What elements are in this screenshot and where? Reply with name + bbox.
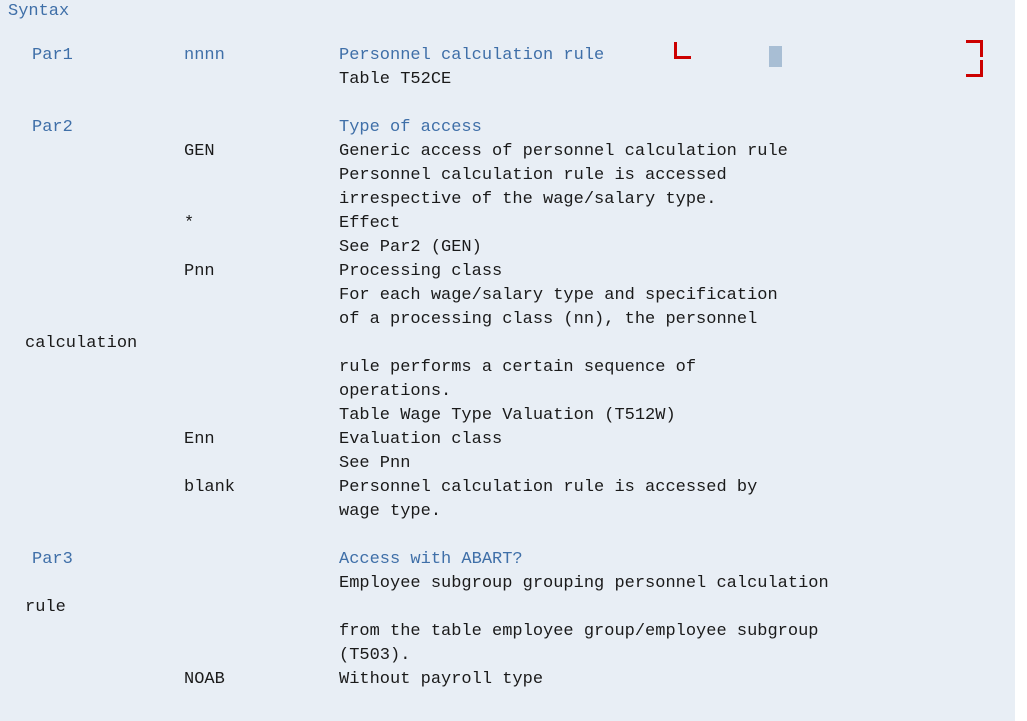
param-desc-table-t52ce: Table T52CE [339,70,452,89]
crop-mark-top-right-icon [966,40,983,57]
param-desc-access-with-abart: Access with ABART? [339,550,523,569]
param-desc-for-each-wage-type: For each wage/salary type and specification [339,286,778,305]
param-desc-effect: Effect [339,214,401,233]
param-desc-type-of-access: Type of access [339,118,482,137]
param-key-nnnn: nnnn [184,46,225,65]
param-key-enn: Enn [184,430,215,449]
param-desc-calculation-wrap: calculation [25,334,138,353]
param-desc-without-payroll-type: Without payroll type [339,670,544,689]
right-gutter [1015,0,1027,721]
param-desc-rule-performs: rule performs a certain sequence of [339,358,697,377]
crop-mark-bottom-right-icon [966,60,983,77]
param-desc-generic-access: Generic access of personnel calculation rule [339,142,788,161]
param-key-asterisk: * [184,214,195,233]
param-desc-irrespective: irrespective of the wage/salary type. [339,190,717,209]
param-desc-t503: (T503). [339,646,411,665]
param-desc-personnel-calculation-rule: Personnel calculation rule [339,46,605,65]
param-key-blank: blank [184,478,236,497]
param-desc-see-par2-gen: See Par2 (GEN) [339,238,482,257]
param-label-par3: Par3 [32,550,73,569]
param-label-par2: Par2 [32,118,73,137]
param-desc-employee-subgroup-grouping: Employee subgroup grouping personnel calculation [339,574,829,593]
param-desc-processing-class: Processing class [339,262,503,281]
param-desc-wage-type: wage type. [339,502,442,521]
param-desc-rule-accessed: Personnel calculation rule is accessed [339,166,727,185]
param-key-pnn: Pnn [184,262,215,281]
param-desc-processing-class-nn: of a processing class (nn), the personnel [339,310,758,329]
param-key-gen: GEN [184,142,215,161]
text-cursor-block[interactable] [769,46,782,67]
param-desc-evaluation-class: Evaluation class [339,430,503,449]
param-desc-operations: operations. [339,382,452,401]
crop-mark-left-icon [674,42,691,59]
param-desc-rule-wrap: rule [25,598,66,617]
param-desc-see-pnn: See Pnn [339,454,411,473]
page-title: Syntax [8,2,70,21]
param-key-noab: NOAB [184,670,225,689]
param-desc-from-table-employee-group: from the table employee group/employee subgroup [339,622,819,641]
param-desc-accessed-by-wage-type: Personnel calculation rule is accessed by [339,478,758,497]
param-desc-table-t512w: Table Wage Type Valuation (T512W) [339,406,676,425]
param-label-par1: Par1 [32,46,73,65]
